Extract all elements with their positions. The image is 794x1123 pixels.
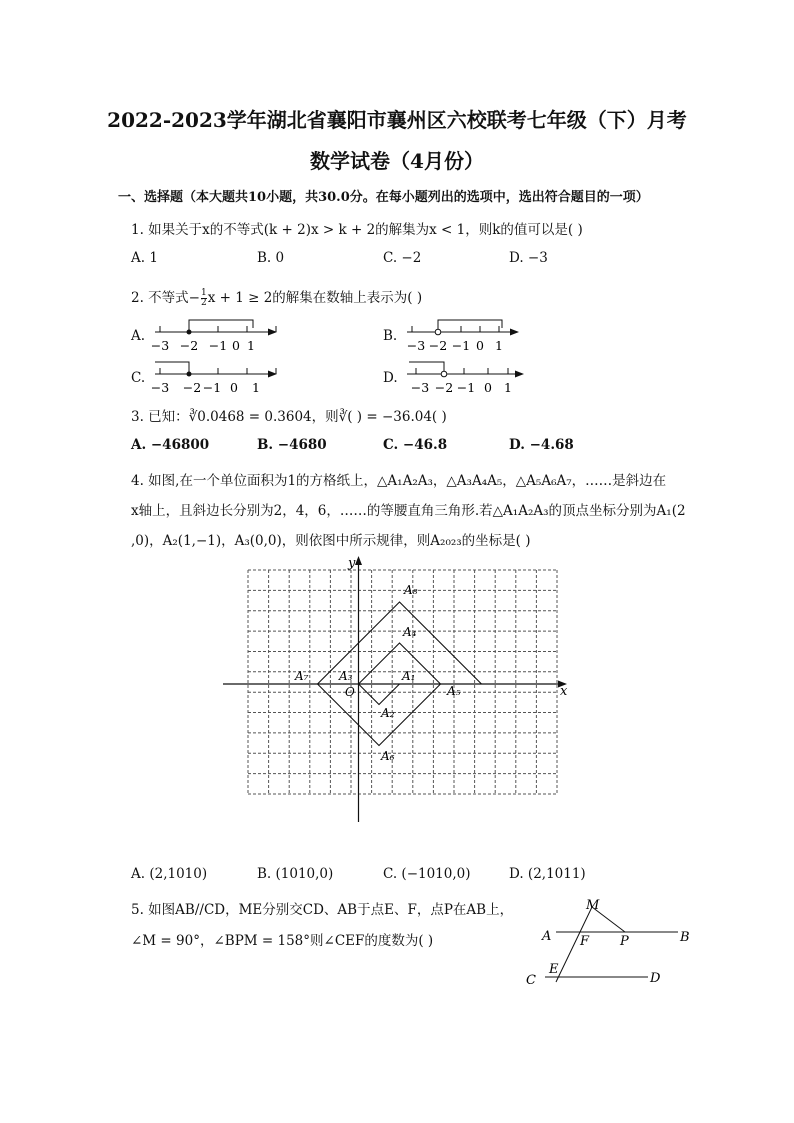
q4-option-b: B. (1010,0) [257, 866, 334, 882]
tick-label: −3 [150, 380, 170, 395]
q2-fraction [201, 289, 207, 308]
q2-option-d-label: D. [383, 370, 398, 386]
q2-option-d-numberline [404, 356, 529, 398]
q5-parallel-lines-figure [520, 895, 700, 995]
tick-label: 0 [484, 380, 492, 395]
tick-label: 1 [252, 380, 260, 395]
question-5-line2: ∠M = 90°，∠BPM = 158°则∠CEF的度数为( ) [131, 933, 434, 949]
question-4-line3: ,0)，A₂(1,−1)，A₃(0,0)，则依图中所示规律，则A₂₀₂₃的坐标是( ) [131, 533, 531, 549]
q4-grid-figure [215, 552, 580, 832]
point-label: A₃ [339, 669, 353, 683]
q3-option-a: A. −46800 [131, 437, 210, 453]
origin-label: O [345, 685, 355, 699]
point-label: M [586, 898, 600, 913]
q2-frac-den: 2 [200, 298, 207, 308]
point-label: A [542, 929, 552, 944]
tick-label: −2 [179, 338, 199, 353]
q3-option-b: B. −4680 [257, 437, 327, 453]
paper-title-line1: 2022-2023学年湖北省襄阳市襄州区六校联考七年级（下）月考 [107, 108, 687, 132]
q2-option-b-label: B. [383, 328, 398, 344]
question-5-line1: 5. 如图AB//CD，ME分别交CD、AB于点E、F，点P在AB上， [131, 902, 514, 918]
q1-option-b: B. 0 [257, 250, 285, 266]
point-label: A₈ [404, 583, 418, 597]
tick-label: 1 [247, 338, 255, 353]
point-label: D [650, 971, 661, 986]
q3-option-d: D. −4.68 [509, 437, 574, 453]
q1-option-c: C. −2 [383, 250, 422, 266]
paper-title-line2: 数学试卷（4月份） [310, 149, 484, 173]
point-label: P [620, 934, 629, 949]
q2-option-c-label: C. [131, 370, 146, 386]
tick-label: −1 [202, 380, 222, 395]
tick-label: −2 [182, 380, 202, 395]
point-label: A₁ [402, 669, 416, 683]
q3-option-c: C. −46.8 [383, 437, 448, 453]
q4-option-a: A. (2,1010) [131, 866, 208, 882]
tick-label: 0 [232, 338, 240, 353]
question-4-line2: x轴上，且斜边长分别为2，4，6，……的等腰直角三角形.若△A₁A₂A₃的顶点坐标分别为A₁(2 [131, 503, 686, 519]
tick-label: 0 [476, 338, 484, 353]
point-label: A₇ [295, 669, 309, 683]
q2-stem-pre: 2. 不等式− [131, 290, 200, 306]
point-label: C [526, 973, 536, 988]
question-1-stem: 1. 如果关于x的不等式(k + 2)x > k + 2的解集为x < 1，则k的值可以是( ) [131, 222, 583, 238]
tick-label: −1 [456, 380, 476, 395]
point-label: F [580, 934, 590, 949]
q2-option-a-label: A. [131, 328, 146, 344]
point-label: A₆ [381, 749, 395, 763]
tick-label: −3 [150, 338, 170, 353]
q2-stem-post: x + 1 ≥ 2的解集在数轴上表示为( ) [207, 290, 423, 306]
tick-label: −2 [434, 380, 454, 395]
point-label: A₄ [403, 625, 417, 639]
point-label: A₅ [447, 684, 461, 698]
question-3-stem: 3. 已知：∛0.0468 = 0.3604，则∛( ) = −36.04( ) [131, 409, 447, 425]
tick-label: −2 [428, 338, 448, 353]
question-4-line1: 4. 如图,在一个单位面积为1的方格纸上，△A₁A₂A₃，△A₃A₄A₅，△A₅A₆A₇，……是斜边在 [131, 473, 667, 489]
q2-frac-num: 1 [200, 288, 207, 298]
q1-option-a: A. 1 [131, 250, 158, 266]
tick-label: 1 [495, 338, 503, 353]
tick-label: −1 [208, 338, 228, 353]
q2-option-b-numberline [404, 314, 529, 356]
tick-label: −1 [451, 338, 471, 353]
x-axis-label: x [560, 684, 568, 699]
tick-label: 0 [230, 380, 238, 395]
q2-option-a-numberline [150, 314, 280, 356]
tick-label: −3 [410, 380, 430, 395]
point-label: E [549, 962, 559, 977]
q1-option-d: D. −3 [509, 250, 548, 266]
question-2-stem [131, 286, 422, 308]
section-heading: 一、选择题（本大题共10小题，共30.0分。在每小题列出的选项中，选出符合题目的一项） [118, 190, 649, 205]
q4-option-d: D. (2,1011) [509, 866, 586, 882]
y-axis-label: y [348, 556, 356, 571]
tick-label: 1 [504, 380, 512, 395]
q4-option-c: C. (−1010,0) [383, 866, 471, 882]
point-label: A₂ [381, 706, 395, 720]
q2-option-c-numberline [150, 356, 280, 398]
point-label: B [680, 930, 690, 945]
tick-label: −3 [406, 338, 426, 353]
